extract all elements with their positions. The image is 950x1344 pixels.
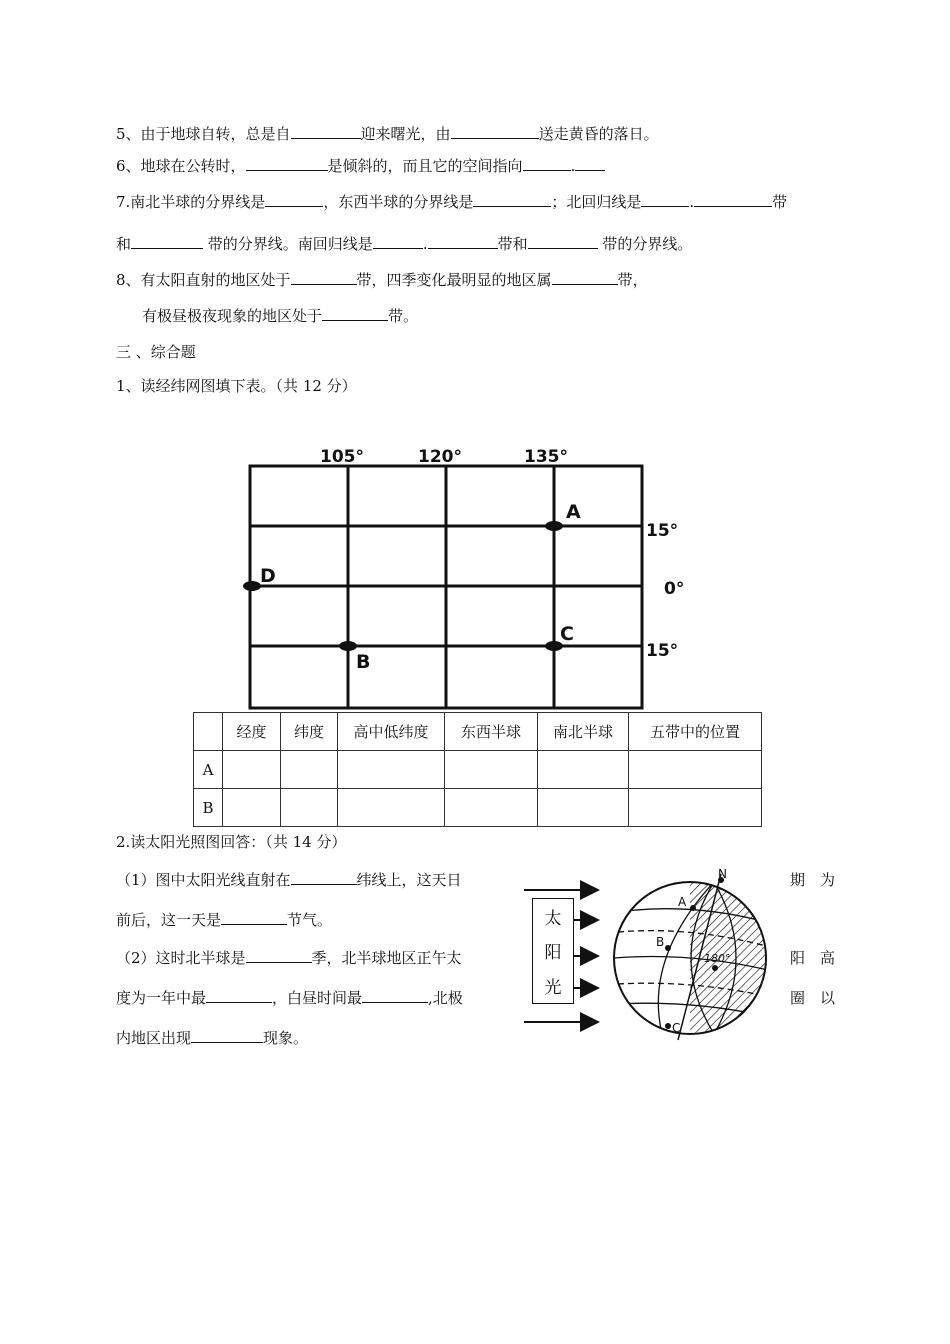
q2-line: 前后，这一天是 节气。 xyxy=(116,911,333,929)
blank[interactable] xyxy=(221,910,287,925)
question-2-title: 2.读太阳光照图回答：（共 14 分） xyxy=(116,833,347,851)
point-label: B xyxy=(356,651,371,673)
question-7-cont: 和 带的分界线。南回归线是 . 带和 带的分界线。 xyxy=(116,235,693,253)
lat-long-grid-map xyxy=(236,444,706,714)
question-7: 7.南北半球的分界线是 ，东西半球的分界线是 ；北回归线是 . 带 xyxy=(116,193,788,211)
blank[interactable] xyxy=(575,156,605,171)
svg-text:C: C xyxy=(672,1021,681,1035)
blank[interactable] xyxy=(473,192,551,207)
latitude-label: 15° xyxy=(646,641,679,661)
blank[interactable] xyxy=(373,234,423,249)
longitude-label: 120° xyxy=(418,447,462,467)
q2-line: （1）图中太阳光线直射在 纬线上，这天日 xyxy=(116,871,462,889)
blank[interactable] xyxy=(291,124,361,139)
blank[interactable] xyxy=(246,156,328,171)
point-a-marker xyxy=(545,521,563,531)
question-5: 5、由于地球自转，总是自 迎来曙光，由 送走黄昏的落日。 xyxy=(116,125,659,143)
latitude-label: 0° xyxy=(664,579,685,599)
question-6: 6、地球在公转时， 是倾斜的，而且它的空间指向 . xyxy=(116,156,605,176)
blank[interactable] xyxy=(362,988,428,1003)
blank[interactable] xyxy=(641,192,689,207)
blank[interactable] xyxy=(191,1028,263,1043)
table-row: A xyxy=(194,751,762,789)
blank[interactable] xyxy=(265,192,323,207)
blank[interactable] xyxy=(246,948,312,963)
q2-line: （2）这时北半球是 季，北半球地区正午太 xyxy=(116,949,462,967)
point-b-marker xyxy=(339,641,357,651)
blank[interactable] xyxy=(291,270,357,285)
blank[interactable] xyxy=(428,234,498,249)
table-header-row: 经度 纬度 高中低纬度 东西半球 南北半球 五带中的位置 xyxy=(194,713,762,751)
blank[interactable] xyxy=(322,306,388,321)
svg-text:A: A xyxy=(678,895,687,909)
sunlight-label-box: 太 阳 光 xyxy=(532,898,574,1004)
point-label: C xyxy=(560,623,574,645)
svg-text:N: N xyxy=(718,867,727,881)
question-8-cont: 有极昼极夜现象的地区处于 带。 xyxy=(142,307,419,325)
blank[interactable] xyxy=(451,124,539,139)
svg-text:180°: 180° xyxy=(704,952,731,965)
point-label: A xyxy=(566,501,581,523)
blank[interactable] xyxy=(131,234,203,249)
point-d-marker xyxy=(243,581,261,591)
point-label: D xyxy=(260,565,276,587)
blank[interactable] xyxy=(291,870,357,885)
latitude-label: 15° xyxy=(646,521,679,541)
blank[interactable] xyxy=(552,270,618,285)
answer-table xyxy=(193,712,762,827)
question-1-prompt: 1、读经纬网图填下表。（共 12 分） xyxy=(116,377,357,395)
blank[interactable] xyxy=(206,988,272,1003)
blank[interactable] xyxy=(523,156,571,171)
sunlight-globe-diagram xyxy=(518,862,778,1042)
question-8: 8、有太阳直射的地区处于 带，四季变化最明显的地区属 带， xyxy=(116,271,648,289)
section-title: 三 、综合题 xyxy=(116,343,196,361)
longitude-label: 135° xyxy=(524,447,568,467)
blank[interactable] xyxy=(694,192,772,207)
q2-line: 度为一年中最 ，白昼时间最 ,北极 xyxy=(116,989,463,1007)
blank[interactable] xyxy=(528,234,598,249)
q2-line: 内地区出现 现象。 xyxy=(116,1029,309,1047)
longitude-label: 105° xyxy=(320,447,364,467)
svg-text:B: B xyxy=(656,935,665,949)
table-row: B xyxy=(194,789,762,827)
